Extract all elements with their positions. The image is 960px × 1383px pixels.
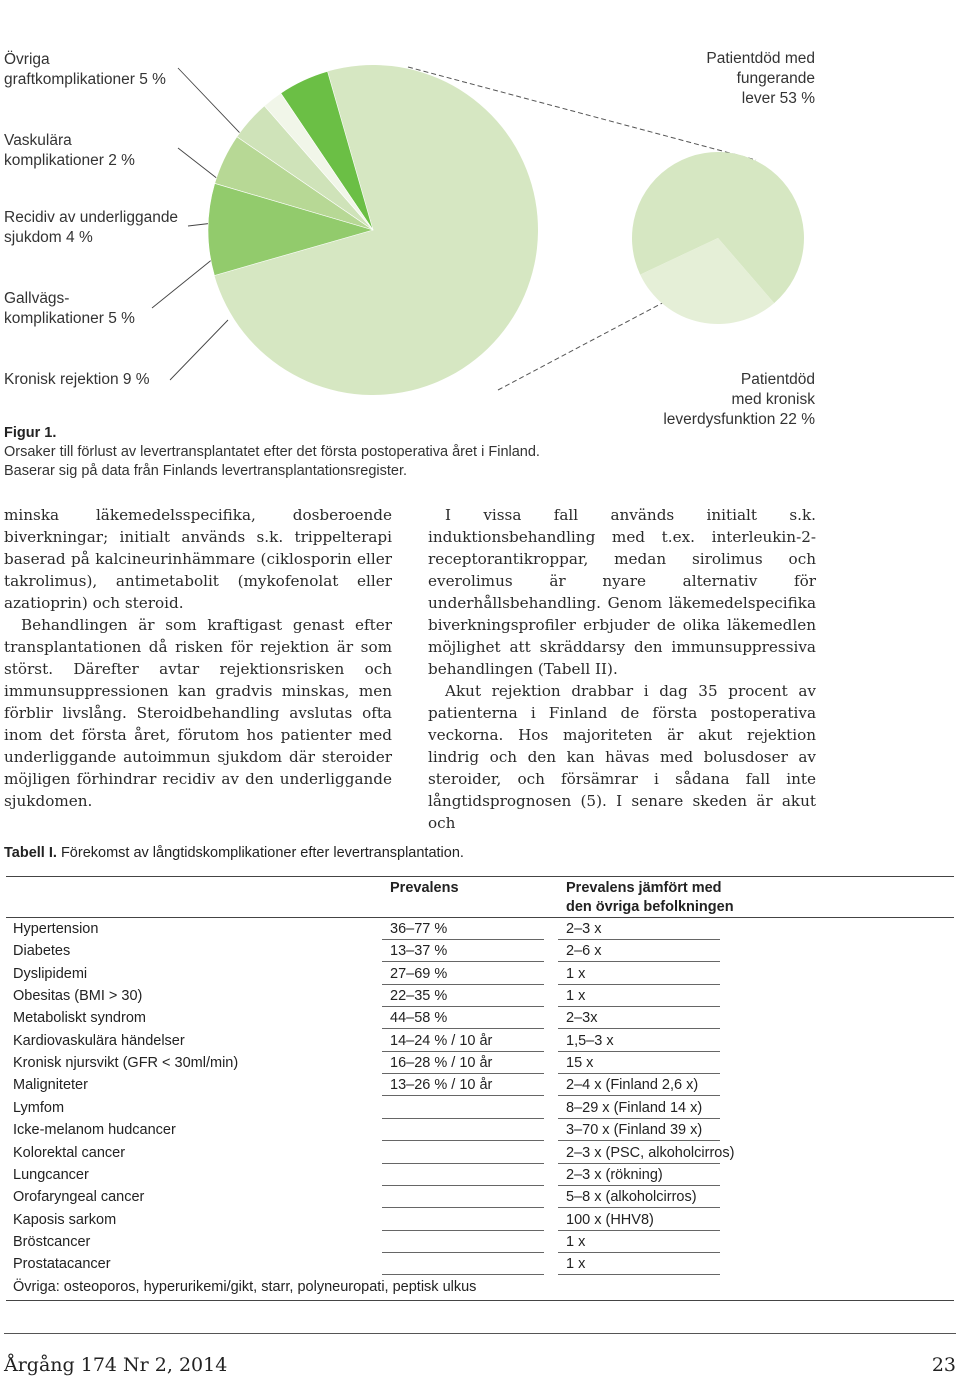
table-row [6, 1231, 954, 1253]
paragraph: Behandlingen är som kraftigast genast efter transplantationen då risken för rejektion är som störst. Därefter avtar rejektionsrisken och immunsuppressionen kan gradvis minskas, men förblir livslång. Steroidbehandling avslutas ofta inom det första året, förutom hos patienter med underliggande autoimmun sjukdom där steroider möjligen förhindrar recidiv av den underliggande sjukdomen. [4, 616, 392, 810]
table-row [6, 1052, 954, 1074]
table-row-footer [6, 1276, 954, 1298]
cell-condition: Lymfom [13, 1099, 65, 1116]
label-line: leverdysfunktion 22 % [663, 411, 815, 428]
cell-condition: Kaposis sarkom [13, 1211, 117, 1228]
cell-prevalens: 44–58 % [390, 1010, 448, 1027]
label-line: Recidiv av underliggande [4, 209, 179, 226]
table-row [6, 963, 954, 985]
cell-jamfort: 15 x [566, 1055, 594, 1072]
cell-jamfort: 1,5–3 x [566, 1032, 614, 1049]
cell-condition: Maligniteter [13, 1077, 88, 1094]
paragraph: I vissa fall används initialt s.k. induktionsbehandling med t.ex. interleukin-2-receptorantikroppar, medan sirolimus och everolimus är nyare alternativ för underhållsbehandling. Genom läkemedelspecifika biverkningsprofiler erbjuder de olika läkemedlen möjlighet att skräddarsy den immunsuppressiva behandlingen (Tabell II). [428, 506, 816, 678]
table-caption [4, 845, 464, 861]
cell-condition: Prostatacancer [13, 1256, 111, 1273]
body-column-right [428, 504, 816, 834]
cell-jamfort: 2–3x [566, 1010, 598, 1027]
label-line: Patientdöd [740, 371, 815, 388]
table-row [6, 918, 954, 940]
cell-condition: Icke-melanom hudcancer [13, 1122, 176, 1139]
cell-condition: Lungcancer [13, 1166, 89, 1183]
cell-jamfort: 2–3 x (rökning) [566, 1166, 663, 1183]
table-row [6, 1007, 954, 1029]
page-number: 23 [931, 1354, 956, 1376]
label-line: med kronisk [731, 391, 815, 408]
cell-condition: Kolorektal cancer [13, 1144, 126, 1161]
label-line: fungerande [736, 70, 815, 87]
cell-jamfort: 2–6 x [566, 943, 602, 960]
cell-condition: Metaboliskt syndrom [13, 1010, 146, 1027]
cell-prevalens: 16–28 % / 10 år [390, 1055, 493, 1072]
label-line: Vaskulära [4, 132, 72, 149]
label-line: lever 53 % [741, 90, 815, 107]
cell-jamfort: 8–29 x (Finland 14 x) [566, 1099, 703, 1116]
cell-condition: Obesitas (BMI > 30) [13, 988, 143, 1005]
label-line: graftkomplikationer 5 % [4, 71, 166, 88]
cell-jamfort: 2–4 x (Finland 2,6 x) [566, 1077, 699, 1094]
header-line: den övriga befolkningen [566, 899, 734, 915]
label-fungerande-lever [706, 49, 815, 109]
label-recidiv [4, 208, 178, 248]
table-row [6, 1164, 954, 1186]
label-vaskular [4, 131, 135, 171]
footer-rule [4, 1333, 956, 1334]
cell-condition: Hypertension [13, 921, 99, 937]
table-caption-label: Tabell I. [4, 845, 57, 861]
label-line: komplikationer 2 % [4, 152, 135, 169]
body-column-left [4, 504, 392, 812]
label-line: sjukdom 4 % [4, 229, 93, 246]
cell-prevalens: 27–69 % [390, 965, 448, 982]
label-line: Patientdöd med [706, 50, 815, 67]
table-caption-text: Förekomst av långtidskomplikationer efter levertransplantation. [56, 845, 464, 861]
cell-condition: Kronisk njursvikt (GFR < 30ml/min) [13, 1055, 239, 1072]
table-bottom-rule [6, 1300, 954, 1301]
label-line: komplikationer 5 % [4, 310, 135, 327]
label-line: Gallvägs- [4, 290, 70, 307]
cell-jamfort: 1 x [566, 965, 586, 982]
cell-condition: Diabetes [13, 943, 71, 960]
cell-jamfort: 1 x [566, 1256, 586, 1273]
cell-jamfort: 2–3 x (PSC, alkoholcirros) [566, 1144, 735, 1161]
cell-jamfort: 3–70 x (Finland 39 x) [566, 1122, 703, 1139]
cell-footer: Övriga: osteoporos, hyperurikemi/gikt, starr, polyneuropati, peptisk ulkus [13, 1279, 477, 1295]
table-row [6, 940, 954, 962]
caption-line: Baserar sig på data från Finlands levertransplantationsregister. [4, 463, 407, 479]
figure-caption [4, 424, 540, 481]
paragraph: Akut rejektion drabbar i dag 35 procent av patienterna i Finland de första postoperativa veckorna. Hos majoriteten är akut rejektion lindrig och den kan hävas med bolusdoser av steroider, och försämrar i sådana fall inte långtidsprognosen (5). I senare skeden är akut och [428, 682, 816, 832]
label-leverdysfunktion [663, 370, 815, 430]
cell-prevalens: 13–37 % [390, 943, 448, 960]
header-line: Prevalens jämfört med [566, 880, 722, 896]
footer-issue: Årgång 174 Nr 2, 2014 [4, 1354, 228, 1376]
cell-jamfort: 5–8 x (alkoholcirros) [566, 1189, 697, 1206]
table-row [6, 1186, 954, 1208]
caption-line: Orsaker till förlust av levertransplantatet efter det första postoperativa året i Finland. [4, 444, 540, 460]
cell-condition: Kardiovaskulära händelser [13, 1032, 185, 1049]
header-prevalens: Prevalens [390, 880, 459, 896]
table-row [6, 1097, 954, 1119]
table-row [6, 1142, 954, 1164]
breakout-pie [632, 152, 804, 324]
table [6, 876, 954, 1302]
cell-jamfort: 2–3 x [566, 921, 602, 937]
label-kronisk-rejektion [4, 370, 150, 390]
cell-prevalens: 36–77 % [390, 921, 448, 937]
dashed-connector-bottom [498, 300, 668, 390]
table-row [6, 985, 954, 1007]
leader-line-kronisk [170, 320, 228, 380]
caption-title: Figur 1. [4, 425, 57, 441]
cell-jamfort: 100 x (HHV8) [566, 1211, 654, 1228]
cell-jamfort: 1 x [566, 1233, 586, 1250]
cell-jamfort: 1 x [566, 988, 586, 1005]
cell-prevalens: 13–26 % / 10 år [390, 1077, 493, 1094]
table-row [6, 1119, 954, 1141]
table-row [6, 1030, 954, 1052]
table-row [6, 1209, 954, 1231]
header-jamfort [566, 879, 734, 917]
table-row [6, 1253, 954, 1275]
cell-condition: Dyslipidemi [13, 965, 88, 982]
paragraph: minska läkemedelsspecifika, dosberoende biverkningar; initialt används s.k. trippelterapi baserad på kalcineurinhämmare (ciklosporin eller takrolimus), antimetabolit (mykofenolat eller azatioprin) och steroid. [4, 506, 392, 612]
table-top-rule [6, 876, 954, 877]
label-line: Kronisk rejektion 9 % [4, 371, 150, 388]
pie-chart [208, 65, 538, 395]
table-row [6, 1074, 954, 1096]
leader-line-gallvag [152, 258, 214, 308]
label-ovriga [4, 50, 166, 90]
label-line: Övriga [4, 51, 50, 68]
cell-prevalens: 14–24 % / 10 år [390, 1032, 493, 1049]
cell-condition: Orofaryngeal cancer [13, 1189, 145, 1206]
cell-condition: Bröstcancer [13, 1233, 91, 1250]
label-gallvag [4, 289, 135, 329]
cell-prevalens: 22–35 % [390, 988, 448, 1005]
